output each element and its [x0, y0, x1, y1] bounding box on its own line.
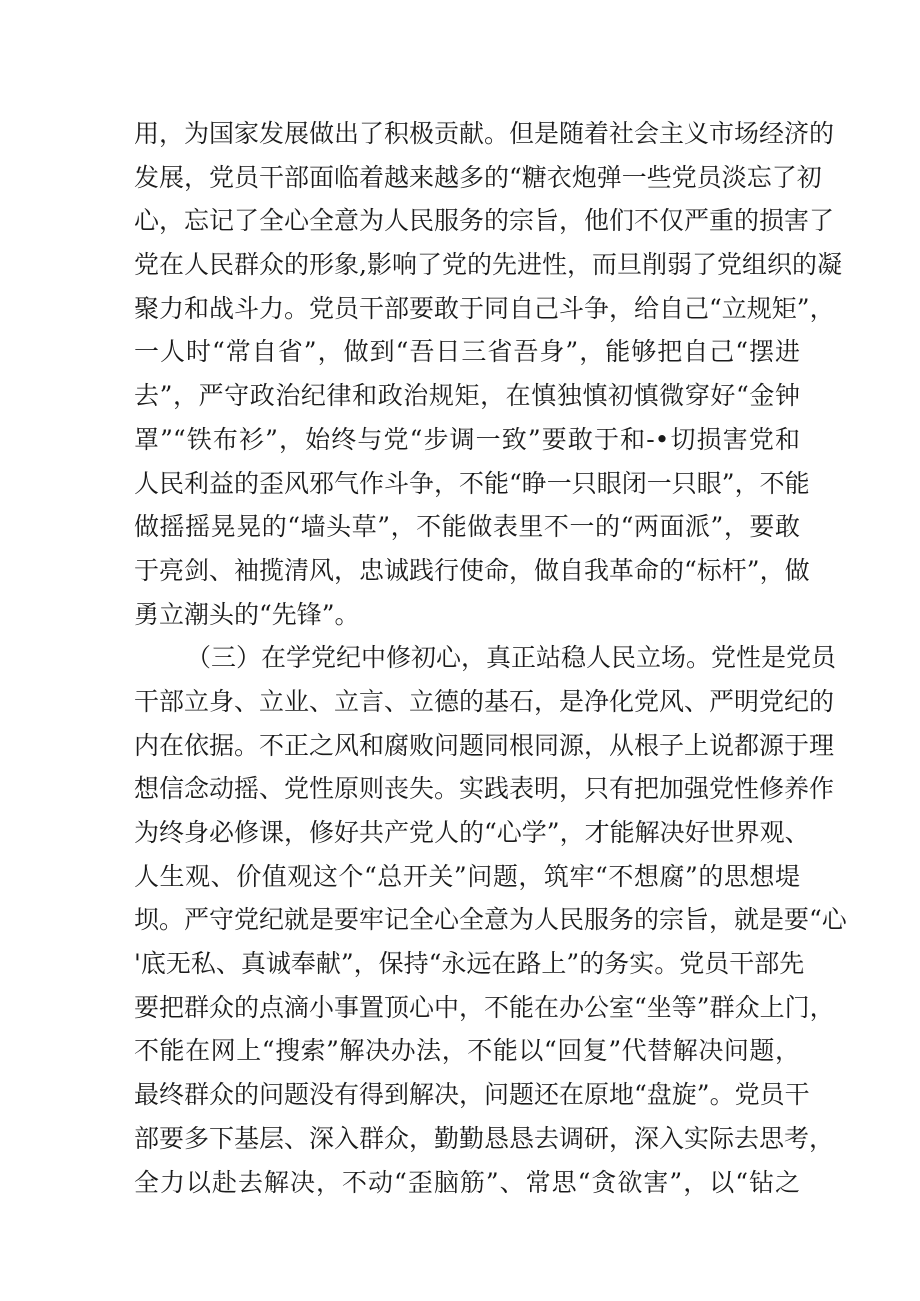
- text-line: 部要多下基层、深入群众，勤勤恳恳去调研，深入实际去思考，: [134, 1123, 835, 1153]
- text-line: 想信念动摇、党性原则丧失。实践表明，只有把加强党性修养作: [134, 774, 835, 804]
- section-heading-line: （三）在学党纪中修初心，真正站稳人民立场。党性是党员: [186, 643, 837, 673]
- text-line: 全力以赴去解决，不动“歪脑筋”、常思“贪欲害”，以“钻之: [134, 1167, 800, 1197]
- text-line: 内在依据。不正之风和腐败问题同根同源，从根子上说都源于理: [134, 730, 835, 760]
- text-line: 用，为国家发展做出了积极贡献。但是随着社会主义市场经济的: [134, 119, 835, 148]
- body-text: [134, 112, 847, 1204]
- text-line: 于亮剑、袖揽清风，忠诚践行使命，做自我革命的“标杆”，做: [134, 555, 810, 585]
- text-line: 一人时“常自省”，做到“吾日三省吾身”，能够把自己“摆进: [134, 337, 800, 367]
- text-line: 为终身必修课，修好共产党人的“心学”，才能解决好世界观、: [134, 818, 810, 847]
- text-line: 心，忘记了全心全意为人民服务的宗旨，他们不仅严重的损害了: [134, 206, 835, 236]
- text-line: 做摇摇晃晃的“墙头草”，不能做表里不一的“两面派”，要敢: [134, 512, 800, 542]
- text-line: 不能在网上“搜索”解决办法，不能以“回复”代替解决问题，: [134, 1036, 800, 1066]
- text-line: 干部立身、立业、立言、立德的基石，是净化党风、严明党纪的: [134, 686, 835, 716]
- text-line: 要把群众的点滴小事置顶心中，不能在办公室“坐等”群众上门，: [134, 992, 835, 1022]
- text-line: 罩”“铁布衫”，始终与党“步调一致”要敢于和-•切损害党和: [134, 424, 800, 454]
- text-line: 人民利益的歪风邪气作斗争，不能“睁一只眼闭一只眼”，不能: [134, 468, 810, 498]
- paragraph-end-line: 勇立潮头的“先锋”。: [134, 599, 360, 629]
- text-line: 坝。严守党纪就是要牢记全心全意为人民服务的宗旨，就是要“心: [134, 905, 847, 935]
- text-line: 发展，党员干部面临着越来越多的“糖衣炮弹一些党员淡忘了初: [134, 162, 822, 192]
- text-line: 聚力和战斗力。党员干部要敢于同自己斗争，给自己“立规矩”，: [134, 293, 835, 323]
- text-line: 去”，严守政治纪律和政治规矩，在慎独慎初慎微穿好“金钟: [134, 381, 800, 411]
- text-line: 最终群众的问题没有得到解决，问题还在原地“盘旋”。党员干: [134, 1080, 810, 1110]
- text-line: '底无私、真诚奉献”，保持“永远在路上”的务实。党员干部先: [134, 949, 805, 979]
- text-line: 党在人民群众的形象,影响了党的先进性，而旦削弱了党组织的凝: [134, 250, 842, 280]
- text-line: 人生观、价值观这个“总开关”问题，筑牢“不想腐”的思想堤: [134, 861, 800, 891]
